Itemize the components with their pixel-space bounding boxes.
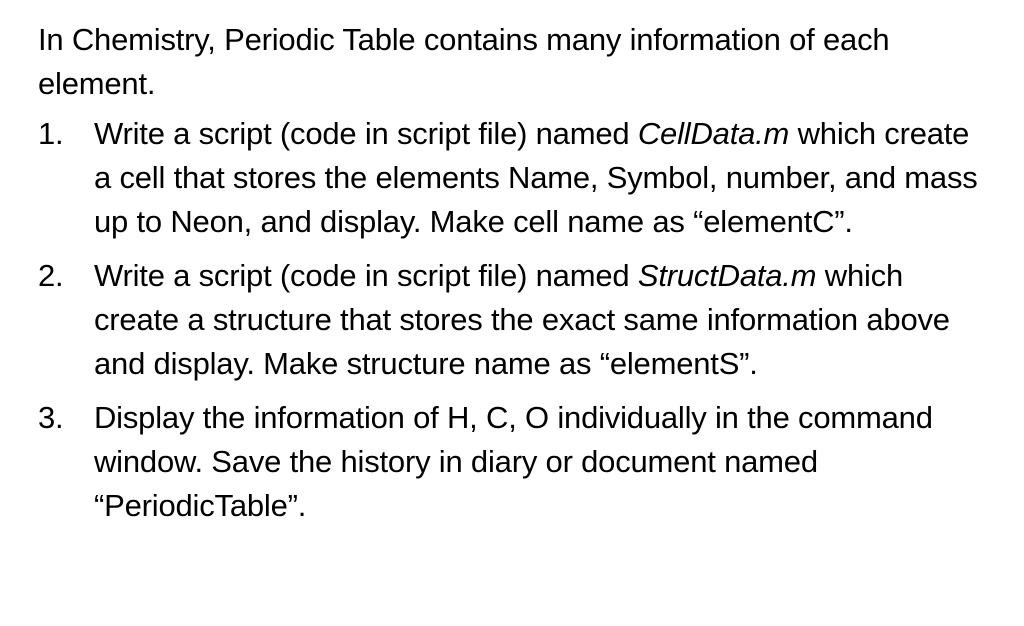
task-number: 2. [38,258,64,293]
task-text [94,254,994,386]
task-text-before-filename: Write a script (code in script file) named [94,116,638,151]
task-text-after-filename: which create a structure that stores the exact same information above and display. Make structure name as “elementS”. [94,258,950,381]
task-text-after-filename: which create a cell that stores the elements Name, Symbol, number, and mass up to Neon, and display. Make cell name as “elementC”. [94,116,978,239]
task-item-1 [38,112,998,244]
task-text [94,112,994,244]
task-text-before-filename: Write a script (code in script file) named [94,258,638,293]
task-list [38,112,998,528]
task-text: Display the information of H, C, O individually in the command window. Save the history in diary or document named “PeriodicTable”. [94,400,933,523]
intro-paragraph: In Chemistry, Periodic Table contains many information of each element. [38,22,890,101]
script-filename: StructData.m [637,258,817,293]
script-filename: CellData.m [637,116,790,151]
task-number: 3. [38,400,64,435]
task-item-3 [38,396,998,528]
assignment-document [38,18,998,528]
task-item-2 [38,254,998,386]
task-number: 1. [38,116,64,151]
